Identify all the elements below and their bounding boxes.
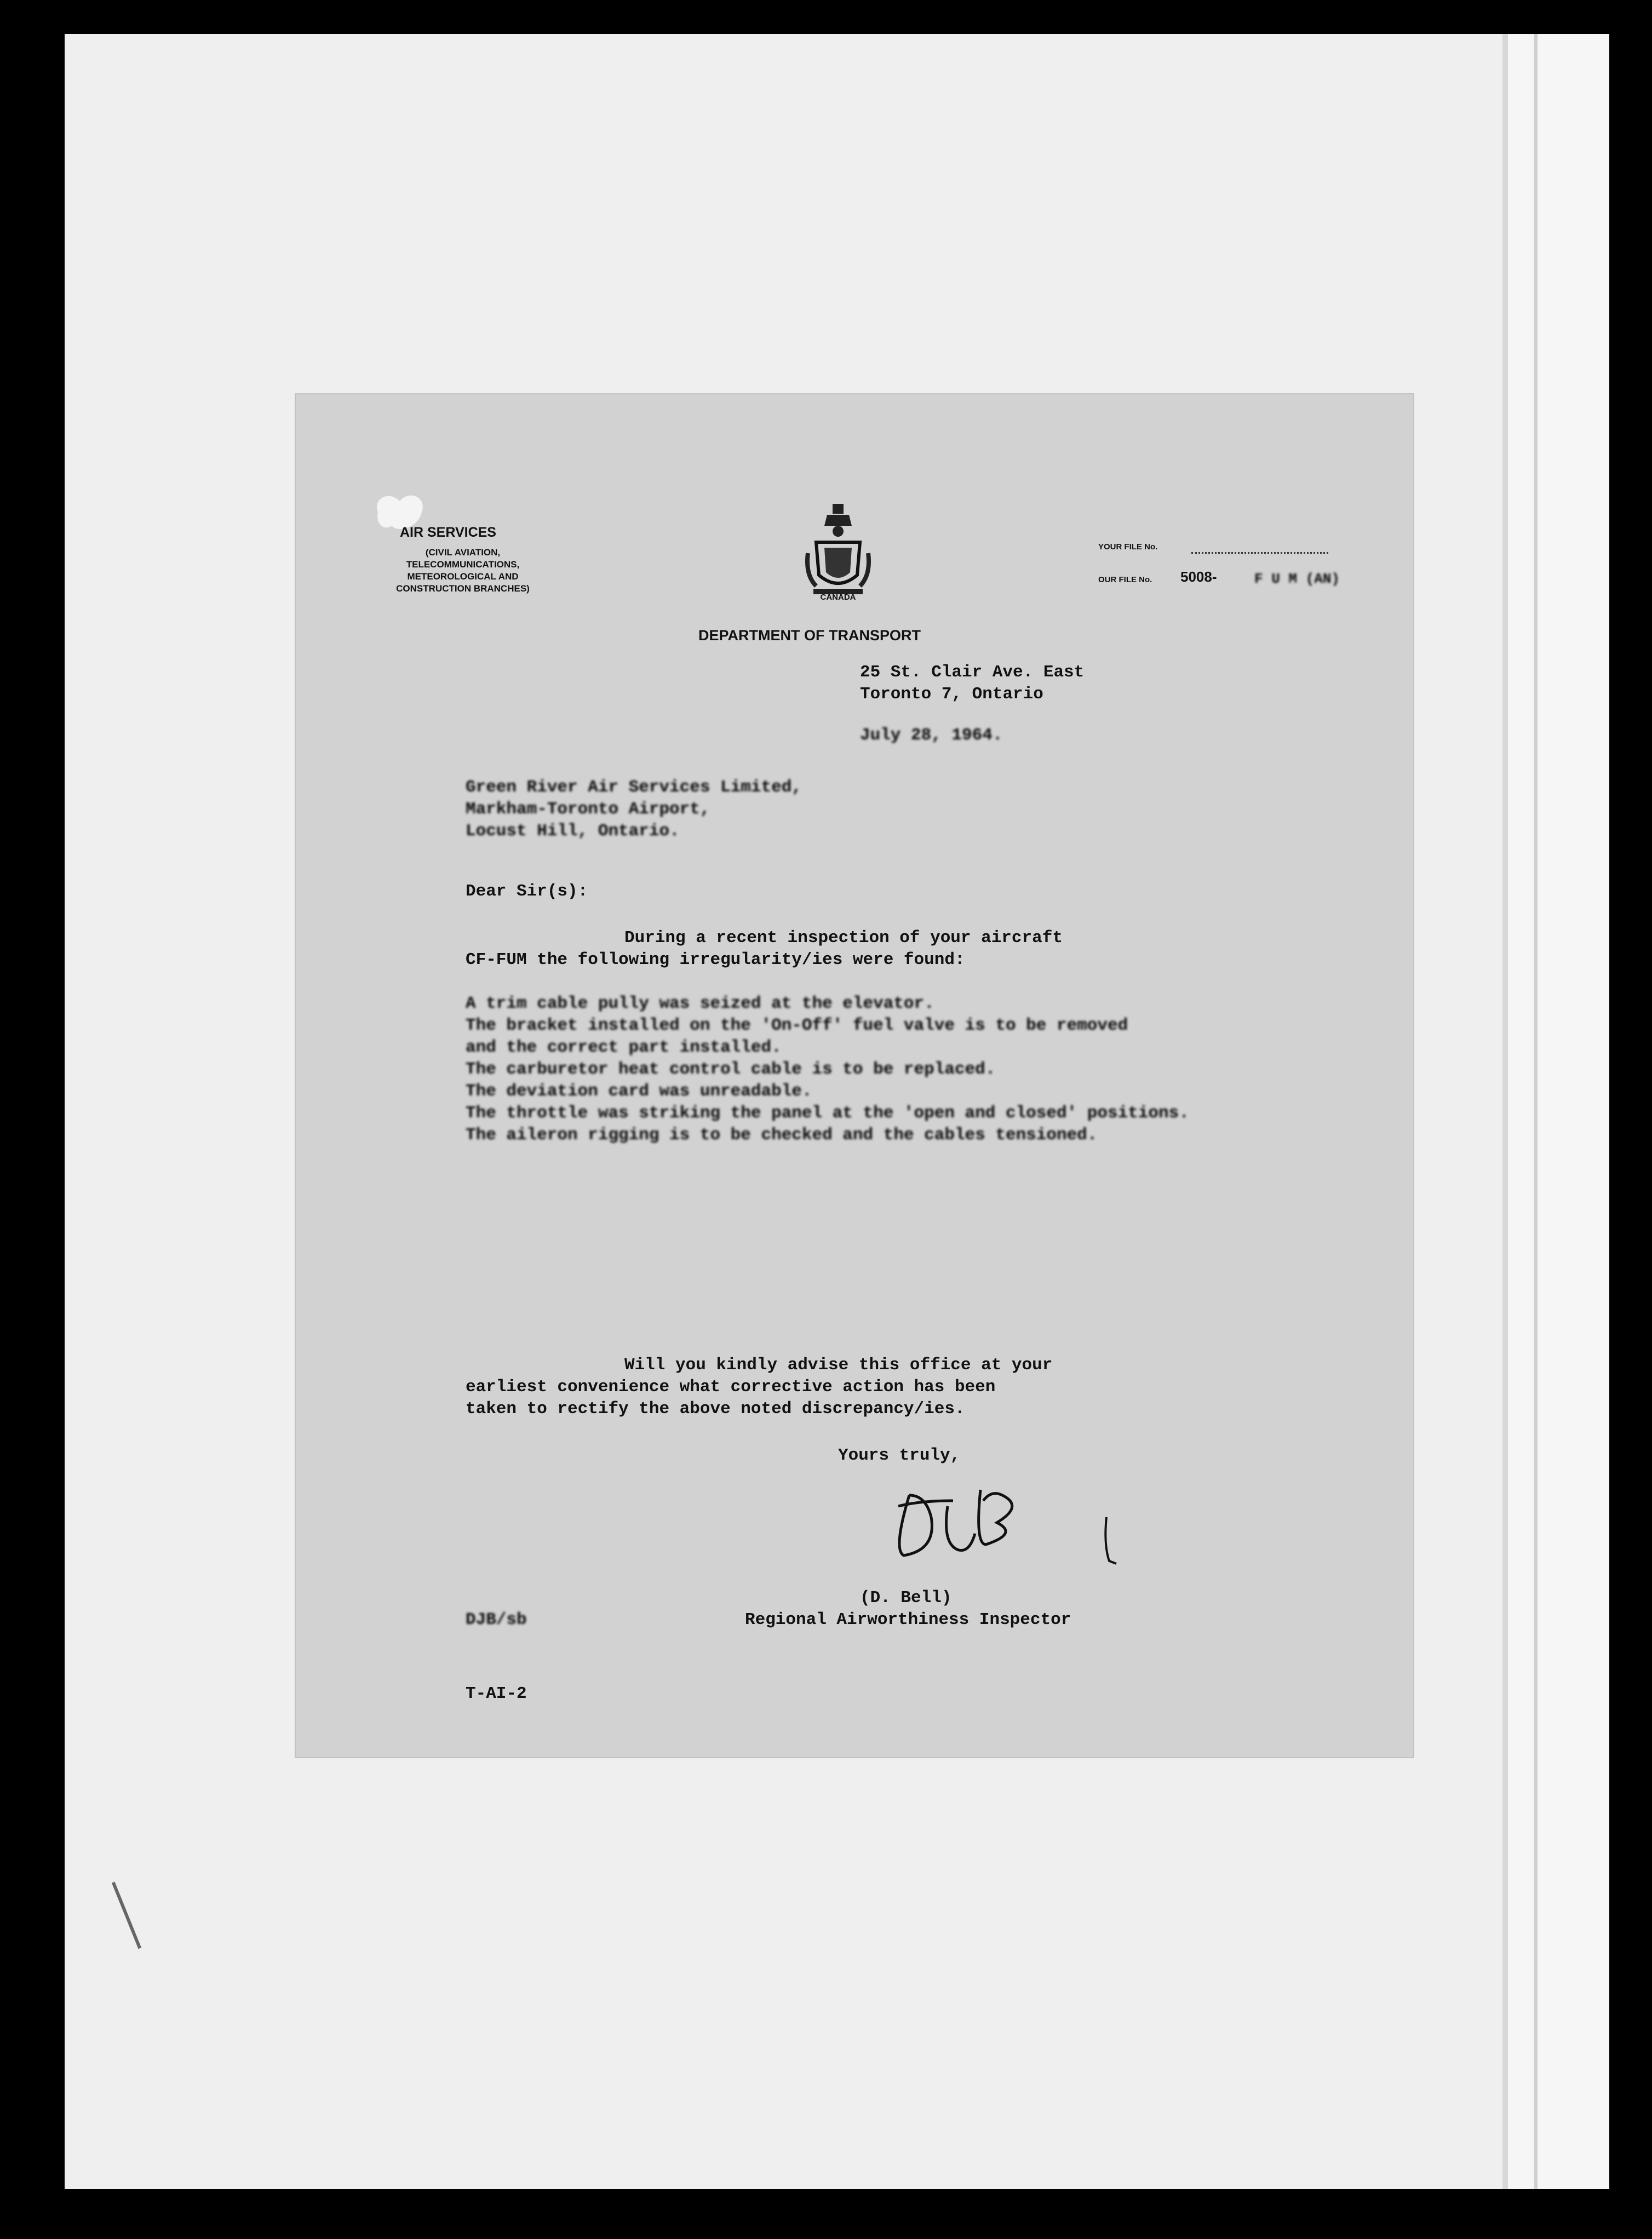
recipient-address-line: Locust Hill, Ontario. — [466, 822, 680, 841]
your-file-blank — [1191, 552, 1328, 554]
our-file-value: 5008- — [1180, 569, 1217, 585]
irregularity-line: The carburetor heat control cable is to be replaced. — [466, 1060, 996, 1079]
irregularity-line: and the correct part installed. — [466, 1038, 782, 1057]
service-name: AIR SERVICES — [400, 525, 496, 540]
film-scratch — [112, 1882, 141, 1949]
coat-of-arms-logo — [805, 504, 871, 602]
our-file-label: OUR FILE No. — [1098, 575, 1152, 584]
department-heading: DEPARTMENT OF TRANSPORT — [698, 627, 921, 644]
signer-name: (D. Bell) — [860, 1588, 952, 1608]
pencil-mark — [1101, 1512, 1123, 1566]
letter-date: July 28, 1964. — [860, 726, 1003, 745]
closing-line: earliest convenience what corrective action has been — [466, 1377, 996, 1397]
our-file-suffix: F U M (AN) — [1254, 571, 1340, 587]
intro-line: During a recent inspection of your aircraft — [624, 928, 1063, 948]
recipient-address-line: Green River Air Services Limited, — [466, 778, 802, 797]
your-file-label: YOUR FILE No. — [1098, 542, 1158, 552]
page-edge-line — [1534, 34, 1538, 2189]
closing-line: Will you kindly advise this office at your — [624, 1356, 1053, 1375]
letter-page — [296, 394, 1413, 1757]
branches-text: (CIVIL AVIATION, TELECOMMUNICATIONS, METEOROLOGICAL AND CONSTRUCTION BRANCHES) — [396, 547, 530, 594]
recipient-address-line: Markham-Toronto Airport, — [466, 800, 710, 819]
valediction: Yours truly, — [838, 1446, 961, 1465]
signer-title: Regional Airworthiness Inspector — [745, 1610, 1071, 1629]
irregularity-line: The throttle was striking the panel at the 'open and closed' positions. — [466, 1104, 1189, 1123]
irregularity-line: The bracket installed on the 'On-Off' fuel valve is to be removed — [466, 1016, 1128, 1035]
irregularity-line: A trim cable pully was seized at the elevator. — [466, 994, 934, 1013]
closing-line: taken to rectify the above noted discrepancy/ies. — [466, 1399, 965, 1419]
salutation: Dear Sir(s): — [466, 882, 588, 901]
intro-line: CF-FUM the following irregularity/ies were found: — [466, 950, 965, 969]
sender-address-line: Toronto 7, Ontario — [860, 685, 1043, 704]
file-reference-block — [1098, 531, 1394, 597]
handwritten-signature — [887, 1484, 1030, 1566]
irregularity-line: The deviation card was unreadable. — [466, 1082, 812, 1101]
reference-initials: DJB/sb — [466, 1610, 527, 1629]
country-label: CANADA — [820, 593, 856, 602]
irregularity-line: The aileron rigging is to be checked and the cables tensioned. — [466, 1126, 1098, 1145]
adjacent-page-edge — [1502, 34, 1609, 2189]
sender-address-line: 25 St. Clair Ave. East — [860, 663, 1085, 682]
your-file-row — [1098, 531, 1394, 564]
our-file-row — [1098, 564, 1394, 597]
form-number: T-AI-2 — [466, 1684, 527, 1703]
